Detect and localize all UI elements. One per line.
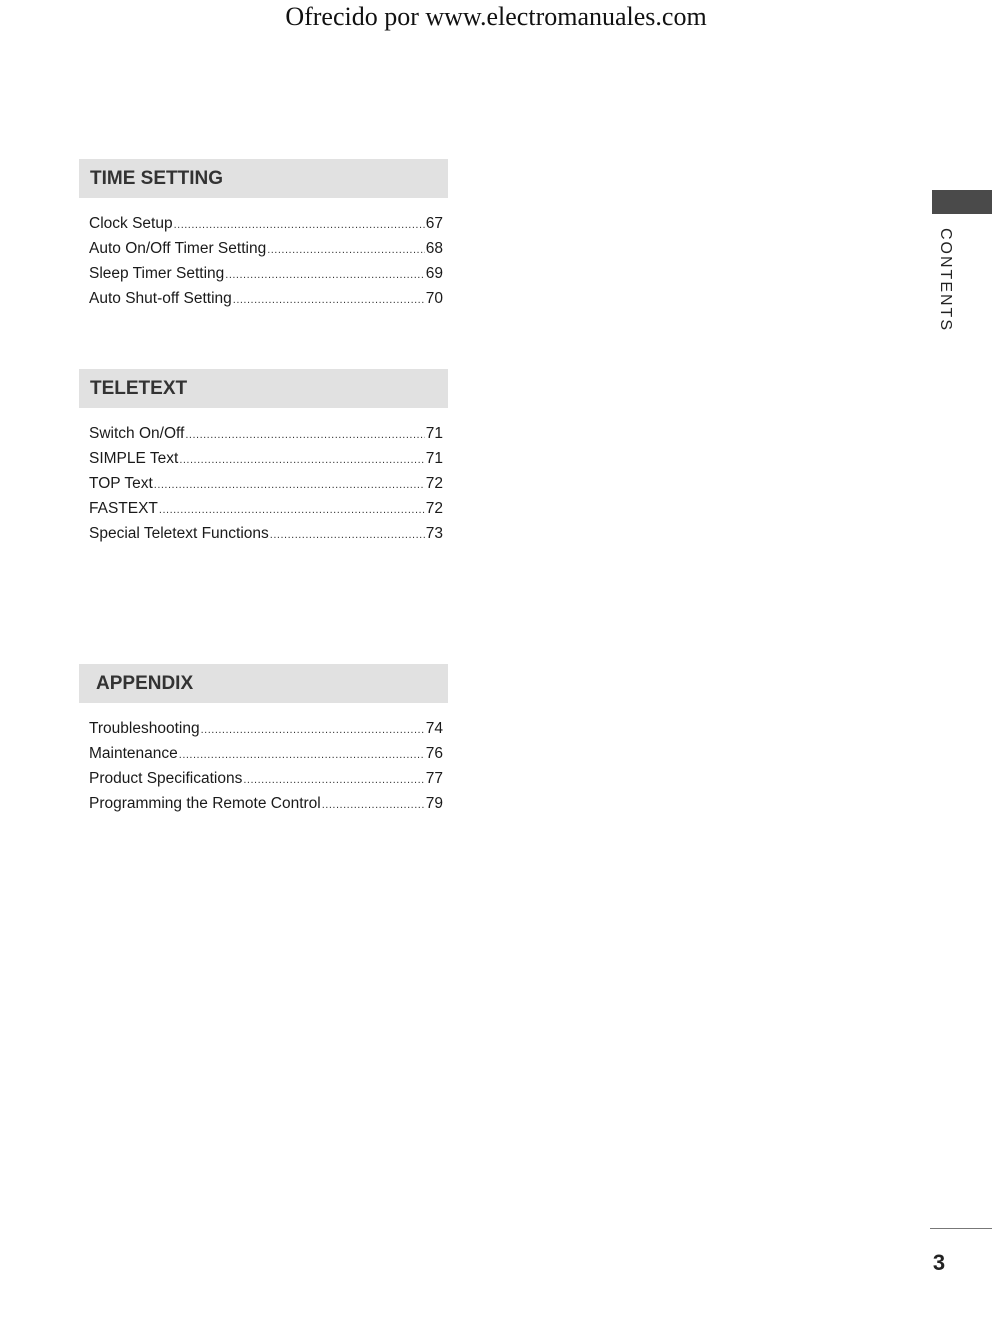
toc-entry-title: TOP Text bbox=[89, 475, 153, 492]
toc-list bbox=[79, 720, 448, 820]
toc-entry-title: Clock Setup bbox=[89, 215, 173, 232]
toc-entry-page: 72 bbox=[425, 500, 443, 517]
toc-entry-page: 69 bbox=[425, 265, 443, 282]
chapter-tab-marker bbox=[932, 190, 992, 214]
watermark-text: Ofrecido por www.electromanuales.com bbox=[285, 2, 707, 31]
toc-entry-title: Auto On/Off Timer Setting bbox=[89, 240, 267, 257]
section-heading: APPENDIX bbox=[79, 664, 448, 703]
toc-entry-page: 74 bbox=[425, 720, 443, 737]
toc-entry[interactable] bbox=[89, 525, 443, 550]
section-teletext bbox=[79, 369, 448, 550]
dot-leader bbox=[322, 799, 425, 811]
toc-entry-page: 68 bbox=[425, 240, 443, 257]
dot-leader bbox=[179, 454, 424, 466]
footer-divider bbox=[930, 1228, 992, 1229]
toc-entry[interactable] bbox=[89, 475, 443, 500]
toc-entry-title: Special Teletext Functions bbox=[89, 525, 269, 542]
page-number: 3 bbox=[932, 1250, 946, 1275]
dot-leader bbox=[174, 219, 425, 231]
dot-leader bbox=[201, 724, 425, 736]
dot-leader bbox=[185, 429, 424, 441]
toc-entry-title: Product Specifications bbox=[89, 770, 243, 787]
toc-entry-title: Programming the Remote Control bbox=[89, 795, 321, 812]
toc-entry-page: 73 bbox=[425, 525, 443, 542]
dot-leader bbox=[159, 504, 425, 516]
section-appendix bbox=[79, 664, 448, 820]
dot-leader bbox=[267, 244, 425, 256]
toc-entry[interactable] bbox=[89, 450, 443, 475]
toc-entry-title: Switch On/Off bbox=[89, 425, 185, 442]
contents-side-label: CONTENTS bbox=[937, 228, 954, 332]
toc-entry-page: 71 bbox=[425, 425, 443, 442]
toc-entry-page: 67 bbox=[425, 215, 443, 232]
toc-list bbox=[79, 425, 448, 550]
toc-entry-page: 79 bbox=[425, 795, 443, 812]
dot-leader bbox=[233, 294, 425, 306]
section-heading: TELETEXT bbox=[79, 369, 448, 408]
toc-entry-title: FASTEXT bbox=[89, 500, 158, 517]
toc-list bbox=[79, 215, 448, 315]
toc-entry[interactable] bbox=[89, 240, 443, 265]
toc-entry-page: 72 bbox=[425, 475, 443, 492]
toc-entry-page: 76 bbox=[425, 745, 443, 762]
toc-entry-page: 77 bbox=[425, 770, 443, 787]
toc-entry-page: 70 bbox=[425, 290, 443, 307]
dot-leader bbox=[243, 774, 424, 786]
dot-leader bbox=[270, 529, 425, 541]
dot-leader bbox=[225, 269, 424, 281]
section-heading: TIME SETTING bbox=[79, 159, 448, 198]
toc-entry-title: SIMPLE Text bbox=[89, 450, 179, 467]
toc-entry-title: Auto Shut-off Setting bbox=[89, 290, 232, 307]
toc-entry-title: Troubleshooting bbox=[89, 720, 200, 737]
section-time-setting bbox=[79, 159, 448, 315]
toc-entry[interactable] bbox=[89, 795, 443, 820]
toc-entry[interactable] bbox=[89, 425, 443, 450]
toc-entry[interactable] bbox=[89, 215, 443, 240]
toc-entry[interactable] bbox=[89, 720, 443, 745]
toc-entry[interactable] bbox=[89, 265, 443, 290]
toc-entry-title: Maintenance bbox=[89, 745, 178, 762]
toc-entry[interactable] bbox=[89, 290, 443, 315]
toc-entry-title: Sleep Timer Setting bbox=[89, 265, 225, 282]
dot-leader bbox=[154, 479, 425, 491]
toc-entry[interactable] bbox=[89, 500, 443, 525]
dot-leader bbox=[179, 749, 425, 761]
toc-entry[interactable] bbox=[89, 770, 443, 795]
toc-entry-page: 71 bbox=[425, 450, 443, 467]
toc-entry[interactable] bbox=[89, 745, 443, 770]
